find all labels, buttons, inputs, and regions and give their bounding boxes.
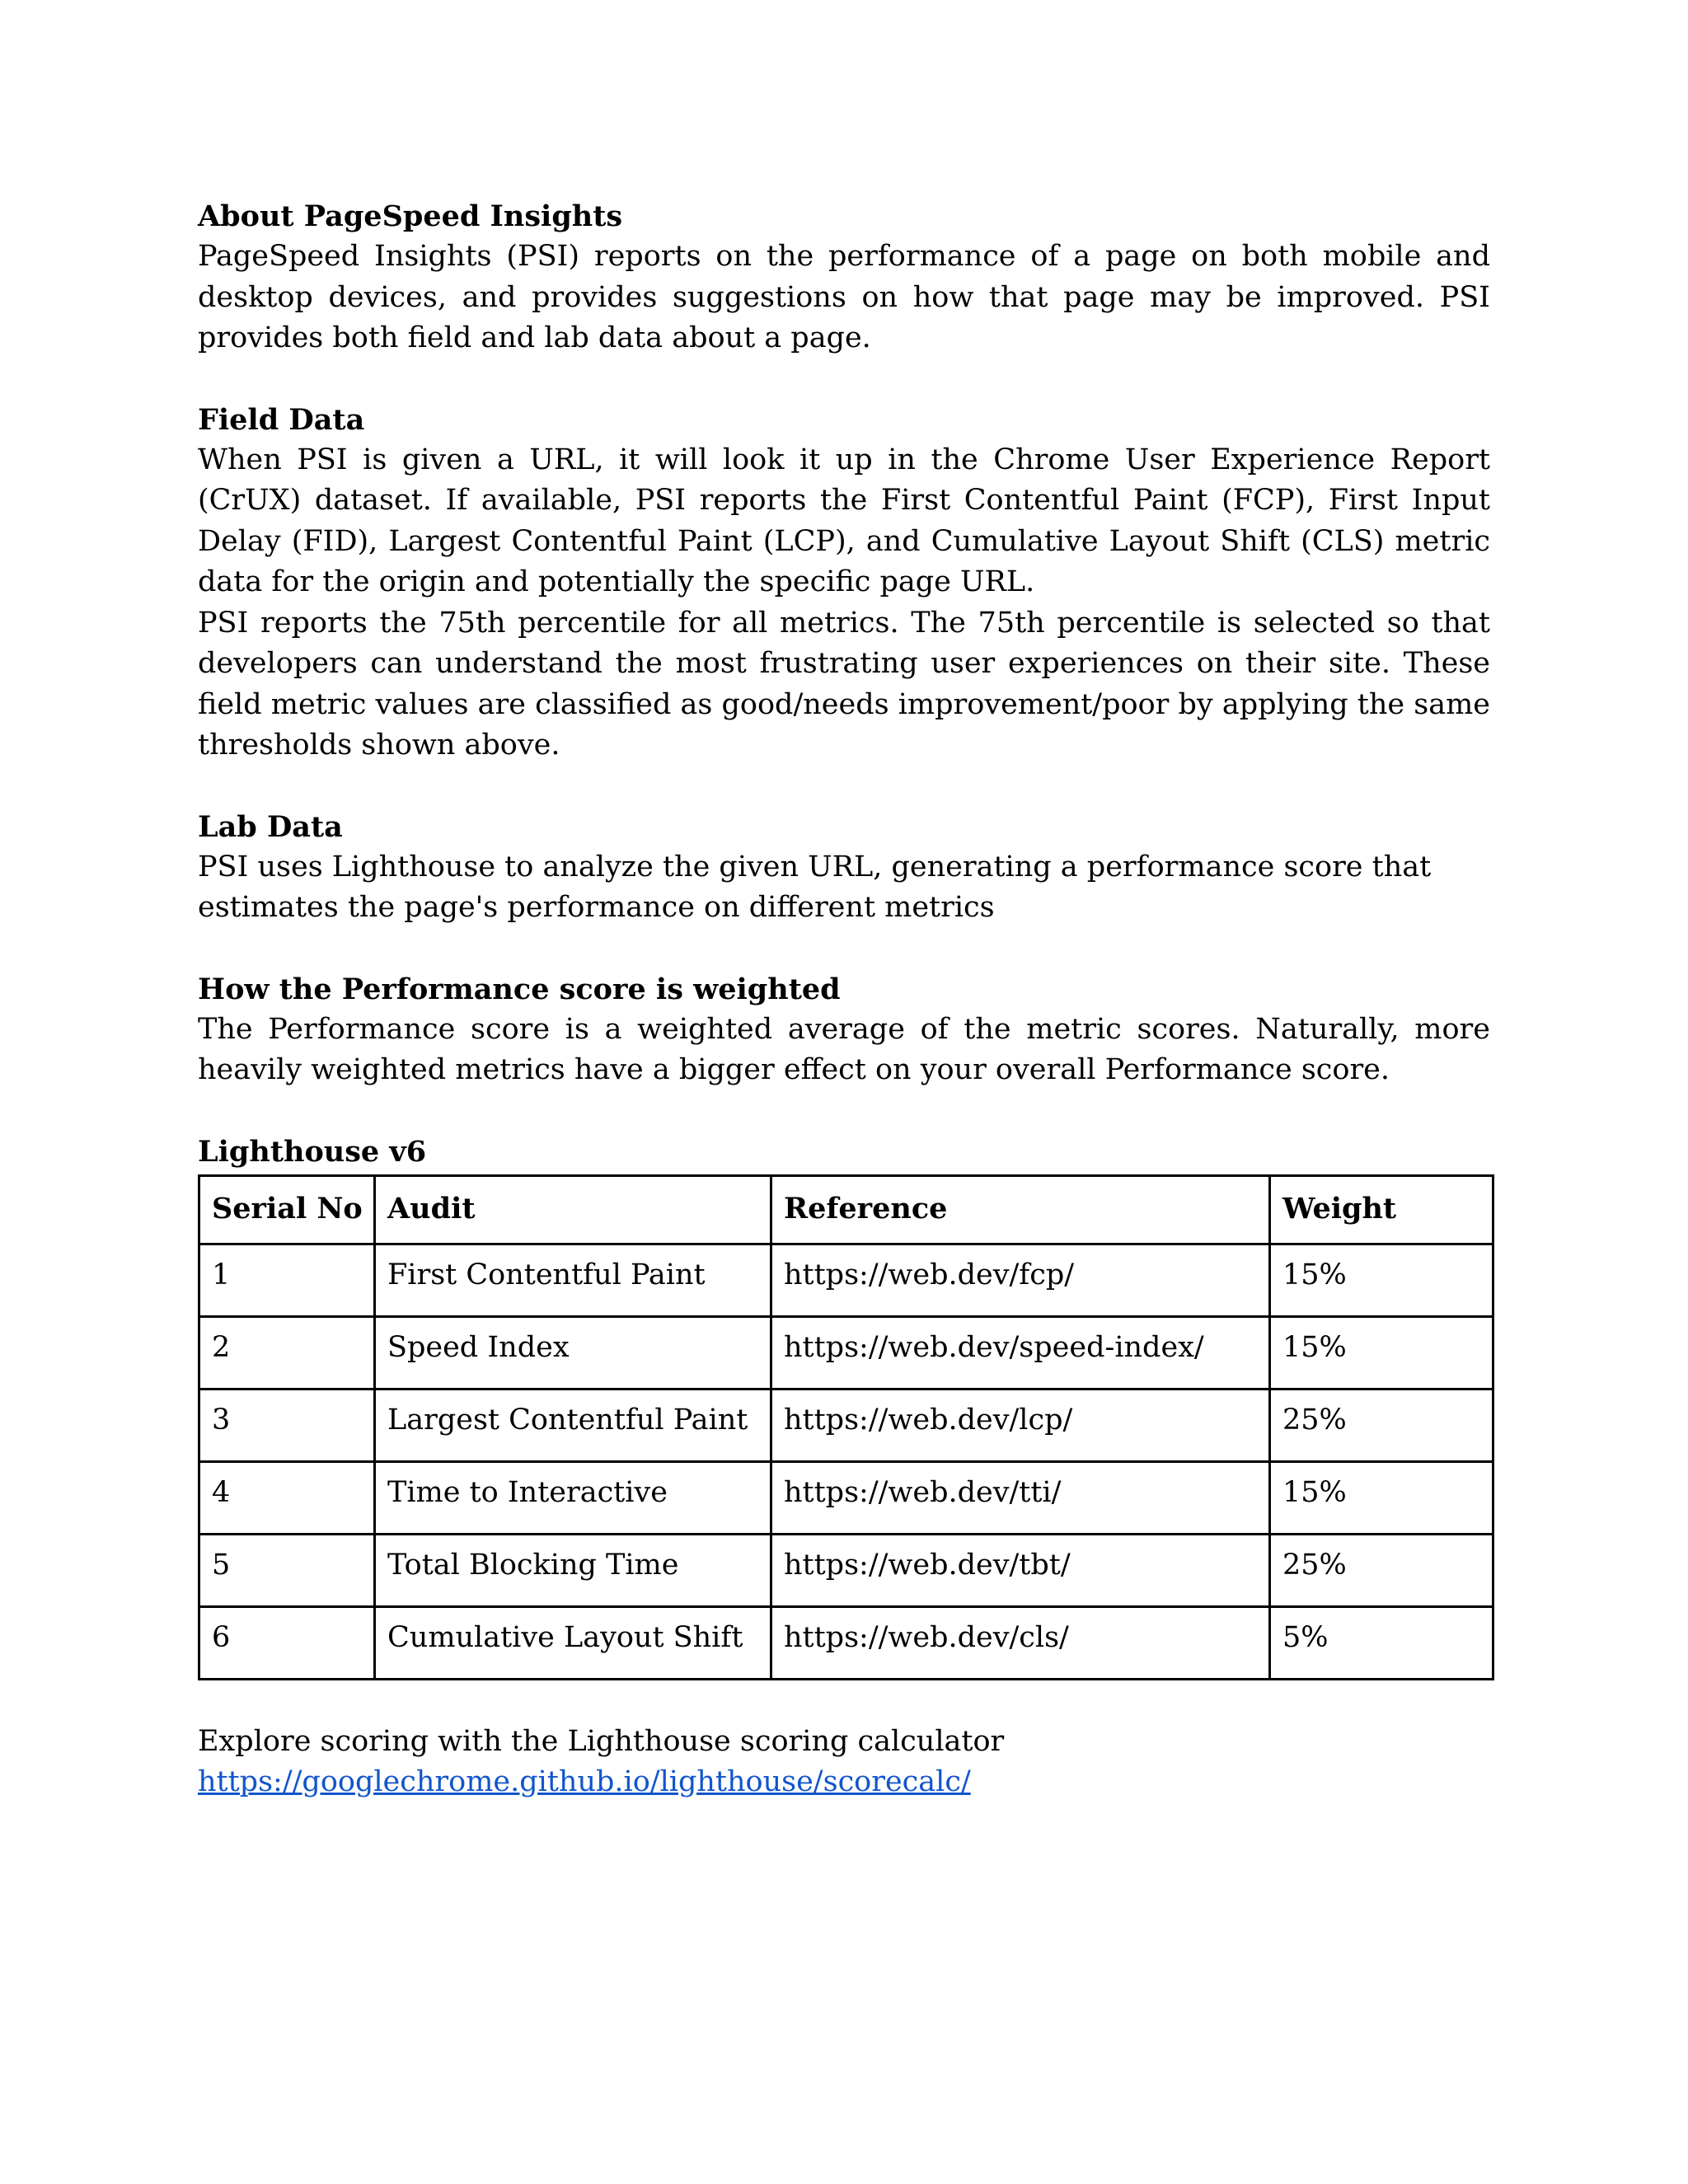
cell-reference: https://web.dev/speed-index/: [771, 1316, 1270, 1389]
field-data-heading: Field Data: [198, 402, 365, 437]
section-gap: [198, 1680, 1490, 1722]
cell-weight: 15%: [1270, 1461, 1493, 1534]
cell-serial-no: 5: [199, 1534, 375, 1606]
lighthouse-weights-table: [198, 1174, 1494, 1680]
cell-reference: https://web.dev/cls/: [771, 1606, 1270, 1679]
cell-reference: https://web.dev/fcp/: [771, 1244, 1270, 1316]
table-header-row: [199, 1175, 1493, 1244]
cell-audit: Largest Contentful Paint: [375, 1389, 771, 1461]
header-weight: Weight: [1270, 1175, 1493, 1244]
table-row: [199, 1461, 1493, 1534]
header-reference: Reference: [771, 1175, 1270, 1244]
table-row: [199, 1316, 1493, 1389]
cell-audit: Speed Index: [375, 1316, 771, 1389]
lab-data-paragraph: PSI uses Lighthouse to analyze the given URL, generating a performance score that estimates the page's performance on different metrics: [198, 850, 1432, 924]
section-gap: [198, 1091, 1490, 1132]
cell-audit: First Contentful Paint: [375, 1244, 771, 1316]
scorecalc-link[interactable]: https://googlechrome.github.io/lighthouse/scorecalc/: [198, 1765, 971, 1798]
lab-data-heading: Lab Data: [198, 809, 343, 844]
header-audit: Audit: [375, 1175, 771, 1244]
cell-serial-no: 3: [199, 1389, 375, 1461]
weighting-heading: How the Performance score is weighted: [198, 972, 841, 1006]
document-page: [198, 196, 1490, 1802]
section-gap: [198, 359, 1490, 400]
table-row: [199, 1534, 1493, 1606]
section-gap: [198, 766, 1490, 807]
cell-weight: 25%: [1270, 1534, 1493, 1606]
about-paragraph: PageSpeed Insights (PSI) reports on the performance of a page on both mobile and desktop devices, and provides suggestions on how that page may be improved. PSI provides both field and lab data about a page.: [198, 240, 1490, 354]
weighting-paragraph: The Performance score is a weighted average of the metric scores. Naturally, more heavily weighted metrics have a bigger effect on your overall Performance score.: [198, 1012, 1490, 1086]
table-row: [199, 1389, 1493, 1461]
about-heading: About PageSpeed Insights: [198, 199, 623, 233]
cell-weight: 5%: [1270, 1606, 1493, 1679]
cell-audit: Total Blocking Time: [375, 1534, 771, 1606]
header-serial-no: Serial No: [199, 1175, 375, 1244]
section-gap: [198, 929, 1490, 969]
cell-serial-no: 1: [199, 1244, 375, 1316]
cell-audit: Time to Interactive: [375, 1461, 771, 1534]
cell-audit: Cumulative Layout Shift: [375, 1606, 771, 1679]
cell-serial-no: 2: [199, 1316, 375, 1389]
lighthouse-heading: Lighthouse v6: [198, 1134, 427, 1169]
field-data-paragraph-1: When PSI is given a URL, it will look it up in the Chrome User Experience Report (CrUX) dataset. If available, PSI reports the First Contentful Paint (FCP), First Input Delay (FID), Largest Contentful Paint (LCP), and Cumulative Layout Shift (CLS) metric data for the origin and potentially the specific page URL.: [198, 443, 1490, 598]
table-row: [199, 1606, 1493, 1679]
cell-weight: 25%: [1270, 1389, 1493, 1461]
cell-reference: https://web.dev/tti/: [771, 1461, 1270, 1534]
cell-weight: 15%: [1270, 1316, 1493, 1389]
table-row: [199, 1244, 1493, 1316]
cell-reference: https://web.dev/lcp/: [771, 1389, 1270, 1461]
cell-serial-no: 4: [199, 1461, 375, 1534]
cell-serial-no: 6: [199, 1606, 375, 1679]
cell-reference: https://web.dev/tbt/: [771, 1534, 1270, 1606]
cell-weight: 15%: [1270, 1244, 1493, 1316]
explore-text: Explore scoring with the Lighthouse scoring calculator: [198, 1724, 1005, 1758]
field-data-paragraph-2: PSI reports the 75th percentile for all metrics. The 75th percentile is selected so that developers can understand the most frustrating user experiences on their site. These field metric values are classified as good/needs improvement/poor by applying the same thresholds shown above.: [198, 606, 1490, 762]
